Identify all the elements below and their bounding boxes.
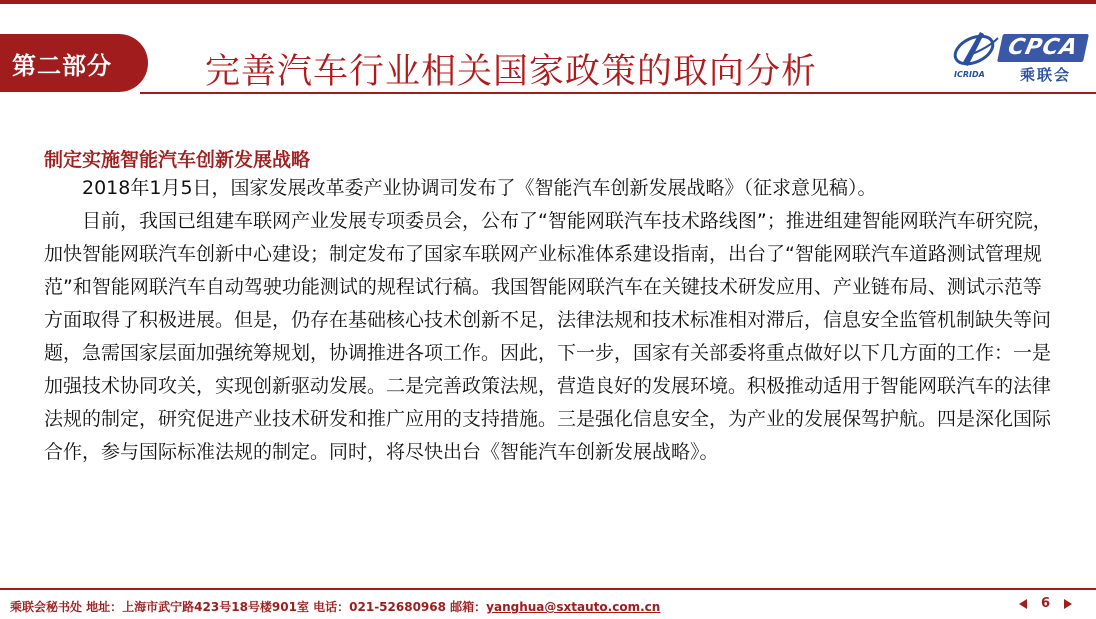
prev-slide-icon[interactable] — [1019, 599, 1027, 609]
section-label: 第二部分 — [12, 51, 112, 80]
page-title: 完善汽车行业相关国家政策的取向分析 — [205, 52, 818, 92]
section-subheading: 制定实施智能汽车创新发展战略 — [44, 149, 311, 171]
section-tag — [0, 34, 148, 92]
footer-divider — [0, 588, 1096, 590]
cpca-logo — [948, 24, 1088, 84]
top-rule — [0, 0, 1096, 4]
paragraph: 2018年1月5日，国家发展改革委产业协调司发布了《智能汽车创新发展战略》（征求意见稿）。 — [82, 177, 877, 199]
slide-pager — [1019, 596, 1072, 611]
footer-email-link[interactable]: yanghua@sxtauto.com.cn — [486, 600, 661, 614]
footer-address: 乘联会秘书处 地址：上海市武宁路423号18号楼901室 电话：021-52680968 邮箱： — [10, 600, 487, 614]
logo-text: CPCA — [997, 34, 1089, 62]
next-slide-icon[interactable] — [1064, 599, 1072, 609]
body-content — [44, 172, 1054, 469]
logo-cn-text: 乘联会 — [1020, 66, 1072, 84]
paragraph: 目前，我国已组建车联网产业发展专项委员会，公布了“智能网联汽车技术路线图”；推进组建智能网联汽车研究院，加快智能网联汽车创新中心建设；制定发布了国家车联网产业标准体系建设指南，出台了“智能网联汽车道路测试管理规范”和智能网联汽车自动驾驶功能测试的规程试行稿。我国智能网联汽车在关键技术研发应用、产业链布局、测试示范等方面取得了积极进展。但是，仍存在基础核心技术创新不足，法律法规和技术标准相对滞后，信息安全监管机制缺失等问题，急需国家层面加强统筹规划，协调推进各项工作。因此，下一步，国家有关部委将重点做好以下几方面的工作：一是加强技术协同攻关，实现创新驱动发展。二是完善政策法规，营造良好的发展环境。积极推动适用于智能网联汽车的法律法规的制定，研究促进产业技术研发和推广应用的支持措施。三是强化信息安全，为产业的发展保驾护航。四是深化国际合作，参与国际标准法规的制定。同时，将尽快出台《智能汽车创新发展战略》。 — [44, 210, 1052, 463]
footer-info — [10, 598, 660, 615]
header-divider — [140, 92, 1096, 94]
page-number: 6 — [1040, 596, 1050, 611]
logo-small-text: ICRIDA — [954, 70, 985, 79]
